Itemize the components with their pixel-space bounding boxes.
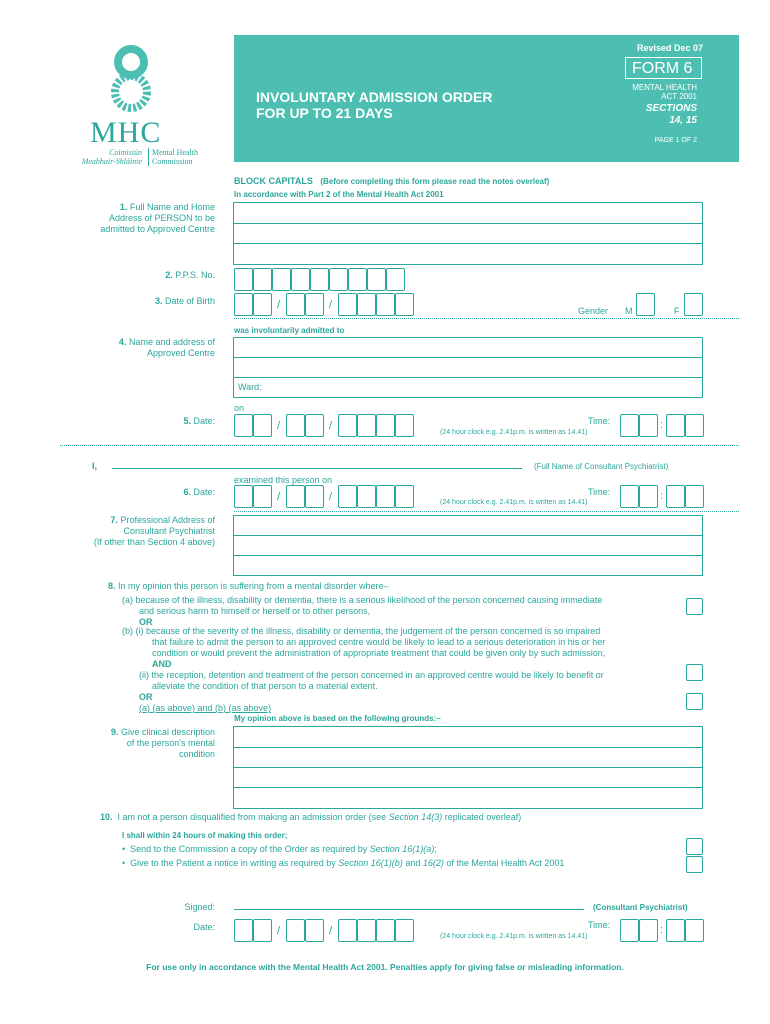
block-capitals-note: BLOCK CAPITALS (Before completing this form please read the notes overleaf) xyxy=(234,176,550,186)
q6-clock-note: (24 hour clock e.g. 2.41p.m. is written as 14.41) xyxy=(440,499,588,506)
gender-f-label: F xyxy=(674,306,680,316)
consultant-label: (Consultant Psychiatrist) xyxy=(593,903,688,912)
form-header xyxy=(234,35,739,162)
date-of-birth-field[interactable]: / / xyxy=(234,293,414,317)
logo-symbol-icon xyxy=(106,44,156,116)
q8-option-a: (a) because of the illness, disability or dementia, there is a serious likelihood of the person concerned causing immediate and serious harm to himself or herself or to other persons, OR xyxy=(122,595,603,627)
logo-english: Mental Health Commission xyxy=(148,148,222,166)
q10-send-checkbox[interactable] xyxy=(686,838,703,855)
q10-bullet-2: • Give to the Patient a notice in writing as required by Section 16(1)(b) and 16(2) of the Mental Health Act 2001 xyxy=(122,858,565,868)
q6-pretext: examined this person on xyxy=(234,475,333,485)
gender-f-checkbox[interactable] xyxy=(684,293,703,316)
footer-note: For use only in accordance with the Mental Health Act 2001. Penalties apply for giving false or misleading information. xyxy=(146,962,624,972)
q10-give-checkbox[interactable] xyxy=(686,856,703,873)
q5-clock-note: (24 hour clock e.g. 2.41p.m. is written as 14.41) xyxy=(440,429,588,436)
act-reference: MENTAL HEALTH ACT 2001 xyxy=(632,83,697,101)
q8-b-checkbox[interactable] xyxy=(686,664,703,681)
q8-grounds: My opinion above is based on the following grounds:– xyxy=(234,714,441,723)
q5-time-label: Time: xyxy=(588,416,611,426)
ward-label: Ward: xyxy=(238,382,262,392)
q5-label: 5. Date: xyxy=(183,416,215,426)
q6-date-field[interactable]: / / xyxy=(234,485,414,509)
sign-clock-note: (24 hour clock e.g. 2.41p.m. is written as 14.41) xyxy=(440,933,588,940)
q4-pretext: was involuntarily admitted to xyxy=(234,326,345,335)
q7-address-field[interactable] xyxy=(233,515,703,576)
q9-clinical-description-field[interactable] xyxy=(233,726,703,809)
psych-name-field[interactable] xyxy=(112,468,522,469)
q5-time-field[interactable]: : xyxy=(620,414,704,438)
sign-time-label: Time: xyxy=(588,920,611,930)
q5-on: on xyxy=(234,403,245,413)
signature-field[interactable] xyxy=(234,909,584,910)
sign-time-field[interactable]: : xyxy=(620,919,704,943)
q10-within: I shall within 24 hours of making this order; xyxy=(122,831,288,840)
q1-label: 1. Full Name and Home Address of PERSON to be admitted to Approved Centre xyxy=(100,202,215,234)
q7-label: 7. Professional Address of Consultant Psychiatrist (If other than Section 4 above) xyxy=(93,515,215,547)
q8-ab-checkbox[interactable] xyxy=(686,693,703,710)
accordance-note: In accordance with Part 2 of the Mental Health Act 2001 xyxy=(234,190,444,199)
q6-time-label: Time: xyxy=(588,487,611,497)
q10-statement: 10. I am not a person disqualified from making an admission order (see Section 14(3) replicated overleaf) xyxy=(100,812,522,822)
sign-date-field[interactable]: / / xyxy=(234,919,414,943)
q2-label: 2. P.P.S. No. xyxy=(165,270,215,280)
q6-time-field[interactable]: : xyxy=(620,485,704,509)
q1-name-address-field[interactable] xyxy=(233,202,703,265)
pps-number-field[interactable] xyxy=(234,268,434,292)
psych-i: I, xyxy=(92,461,98,471)
q8-option-b: (b) (i) because of the severity of the illness, disability or dementia, the judgement of the person concerned is so impaired that failure to admit the person to an approved centre would be likely to lead to a serious deterioration in his or her condition or would prevent the administration of appropriate treatment that could be given only by such admission, AND (ii) the reception, detention and treatment of the person concerned in an approved centre would be likely to benefit or alleviate the condition of that person to a material extent. OR (a) (as above) and (b) (as above) xyxy=(122,626,606,713)
q4-label: 4. Name and address of Approved Centre xyxy=(118,337,215,358)
q5-date-field[interactable]: / / xyxy=(234,414,414,438)
gender-m-label: M xyxy=(625,306,633,316)
logo-abbr: MHC xyxy=(90,116,162,149)
form-number: FORM 6 xyxy=(625,57,702,79)
signed-label: Signed: xyxy=(184,902,215,912)
revised-date: Revised Dec 07 xyxy=(636,43,703,53)
form-title: INVOLUNTARY ADMISSION ORDER FOR UP TO 21 DAYS xyxy=(256,89,493,121)
gender-label: Gender xyxy=(578,306,609,316)
q8-intro: 8. In my opinion this person is suffering from a mental disorder where– xyxy=(108,581,389,591)
q8-a-checkbox[interactable] xyxy=(686,598,703,615)
sign-date-label: Date: xyxy=(193,922,215,932)
gender-m-checkbox[interactable] xyxy=(636,293,655,316)
psych-name-label: (Full Name of Consultant Psychiatrist) xyxy=(534,462,669,471)
q6-label: 6. Date: xyxy=(183,487,215,497)
logo-irish: Coimisiún Meabhair-Shláinte xyxy=(81,148,142,166)
q10-bullet-1: • Send to the Commission a copy of the Order as required by Section 16(1)(a); xyxy=(122,844,437,854)
q9-label: 9. Give clinical description of the person's mental condition xyxy=(110,727,215,759)
page-number: PAGE 1 OF 2 xyxy=(654,137,697,144)
q3-label: 3. Date of Birth xyxy=(154,296,215,306)
q4-approved-centre-field[interactable] xyxy=(233,337,703,398)
mhc-logo xyxy=(80,40,230,170)
sections-ref: SECTIONS 14, 15 xyxy=(645,103,697,126)
